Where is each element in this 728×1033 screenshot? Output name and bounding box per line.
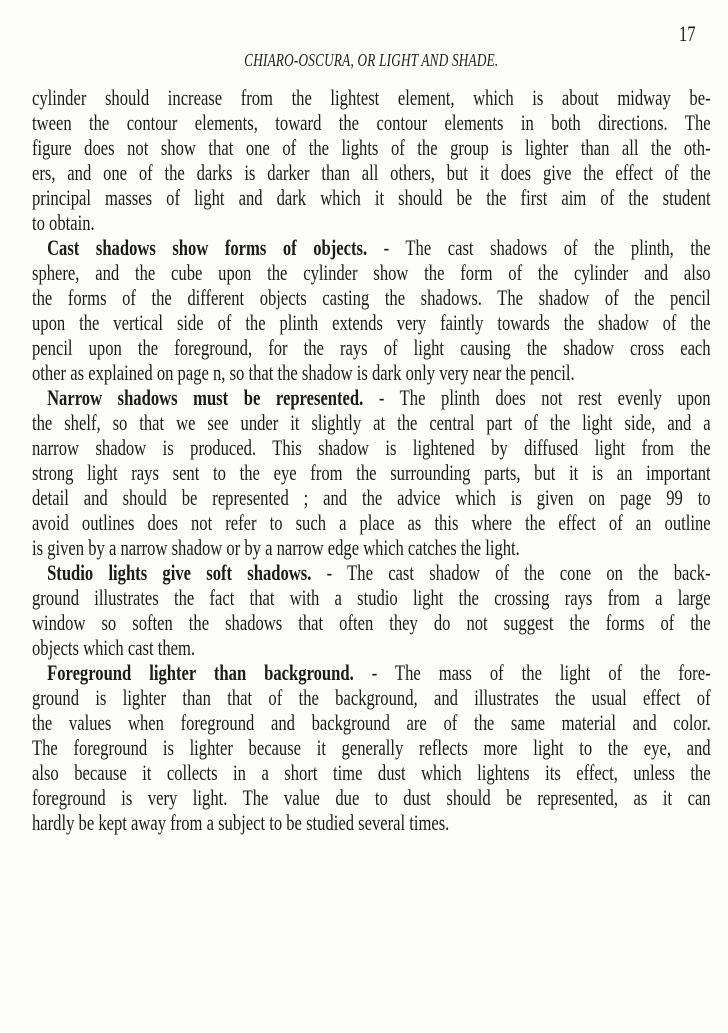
text-line: the shelf, so that we see under it slightly at the central part of the light side, and a — [32, 410, 711, 435]
body-text — [32, 85, 711, 835]
text-line: ground is lighter than that of the background, and illustrates the usual effect of — [32, 685, 711, 710]
text-line — [32, 235, 711, 260]
text-line: detail and should be represented ; and the advice which is given on page 99 to — [32, 485, 711, 510]
paragraph-lead: Studio lights give soft shadows. — [47, 560, 312, 585]
paragraph-lead-rest: - The cast shadows of the plinth, the — [367, 235, 711, 260]
paragraph-lead: Cast shadows show forms of objects. — [47, 235, 368, 260]
text-line: the forms of the different objects casting the shadows. The shadow of the pencil — [32, 285, 711, 310]
text-line — [32, 385, 711, 410]
text-line — [32, 560, 711, 585]
text-line: objects which cast them. — [32, 635, 196, 660]
paragraph — [32, 385, 711, 560]
text-line: narrow shadow is produced. This shadow is lightened by diffused light from the — [32, 435, 711, 460]
paragraph-lead: Narrow shadows must be represented. — [47, 385, 364, 410]
page-content — [32, 22, 711, 835]
paragraph — [32, 660, 711, 835]
text-line: hardly be kept away from a subject to be studied several times. — [32, 810, 450, 835]
paragraph-lead-rest: - The cast shadow of the cone on the back- — [311, 560, 711, 585]
text-line: the values when foreground and background are of the same material and color. — [32, 710, 711, 735]
text-line: upon the vertical side of the plinth extends very faintly towards the shadow of the — [32, 310, 711, 335]
text-line: also because it collects in a short time dust which lightens its effect, unless the — [32, 760, 711, 785]
page-number: 17 — [678, 21, 696, 46]
text-line: to obtain. — [32, 210, 95, 235]
text-line: tween the contour elements, toward the contour elements in both directions. The — [32, 110, 711, 135]
text-line: ers, and one of the darks is darker than all others, but it does give the effect of the — [32, 160, 711, 185]
paragraph — [32, 85, 711, 235]
text-line: other as explained on page n, so that the shadow is dark only very near the pencil. — [32, 360, 575, 385]
paragraph — [32, 560, 711, 660]
paragraph-lead-rest: - The plinth does not rest evenly upon — [363, 385, 711, 410]
paragraph-lead-rest: - The mass of the light of the fore- — [353, 660, 711, 685]
paragraph-lead: Foreground lighter than background. — [47, 660, 354, 685]
text-line: ground illustrates the fact that with a studio light the crossing rays from a large — [32, 585, 711, 610]
text-line: figure does not show that one of the lights of the group is lighter than all the oth- — [32, 135, 711, 160]
text-line: sphere, and the cube upon the cylinder show the form of the cylinder and also — [32, 260, 711, 285]
running-head: CHIARO-OSCURA, OR LIGHT AND SHADE. — [244, 50, 499, 70]
text-line: window so soften the shadows that often they do not suggest the forms of the — [32, 610, 711, 635]
paragraph — [32, 235, 711, 385]
text-line: foreground is very light. The value due to dust should be represented, as it can — [32, 785, 711, 810]
text-line: is given by a narrow shadow or by a narrow edge which catches the light. — [32, 535, 520, 560]
text-line: avoid outlines does not refer to such a place as this where the effect of an outline — [32, 510, 711, 535]
text-line: principal masses of light and dark which it should be the first aim of the student — [32, 185, 711, 210]
text-line: pencil upon the foreground, for the rays of light causing the shadow cross each — [32, 335, 711, 360]
text-line: The foreground is lighter because it generally reflects more light to the eye, and — [32, 735, 711, 760]
text-line — [32, 660, 711, 685]
text-line: strong light rays sent to the eye from the surrounding parts, but it is an important — [32, 460, 711, 485]
text-line: cylinder should increase from the lightest element, which is about midway be- — [32, 85, 711, 110]
